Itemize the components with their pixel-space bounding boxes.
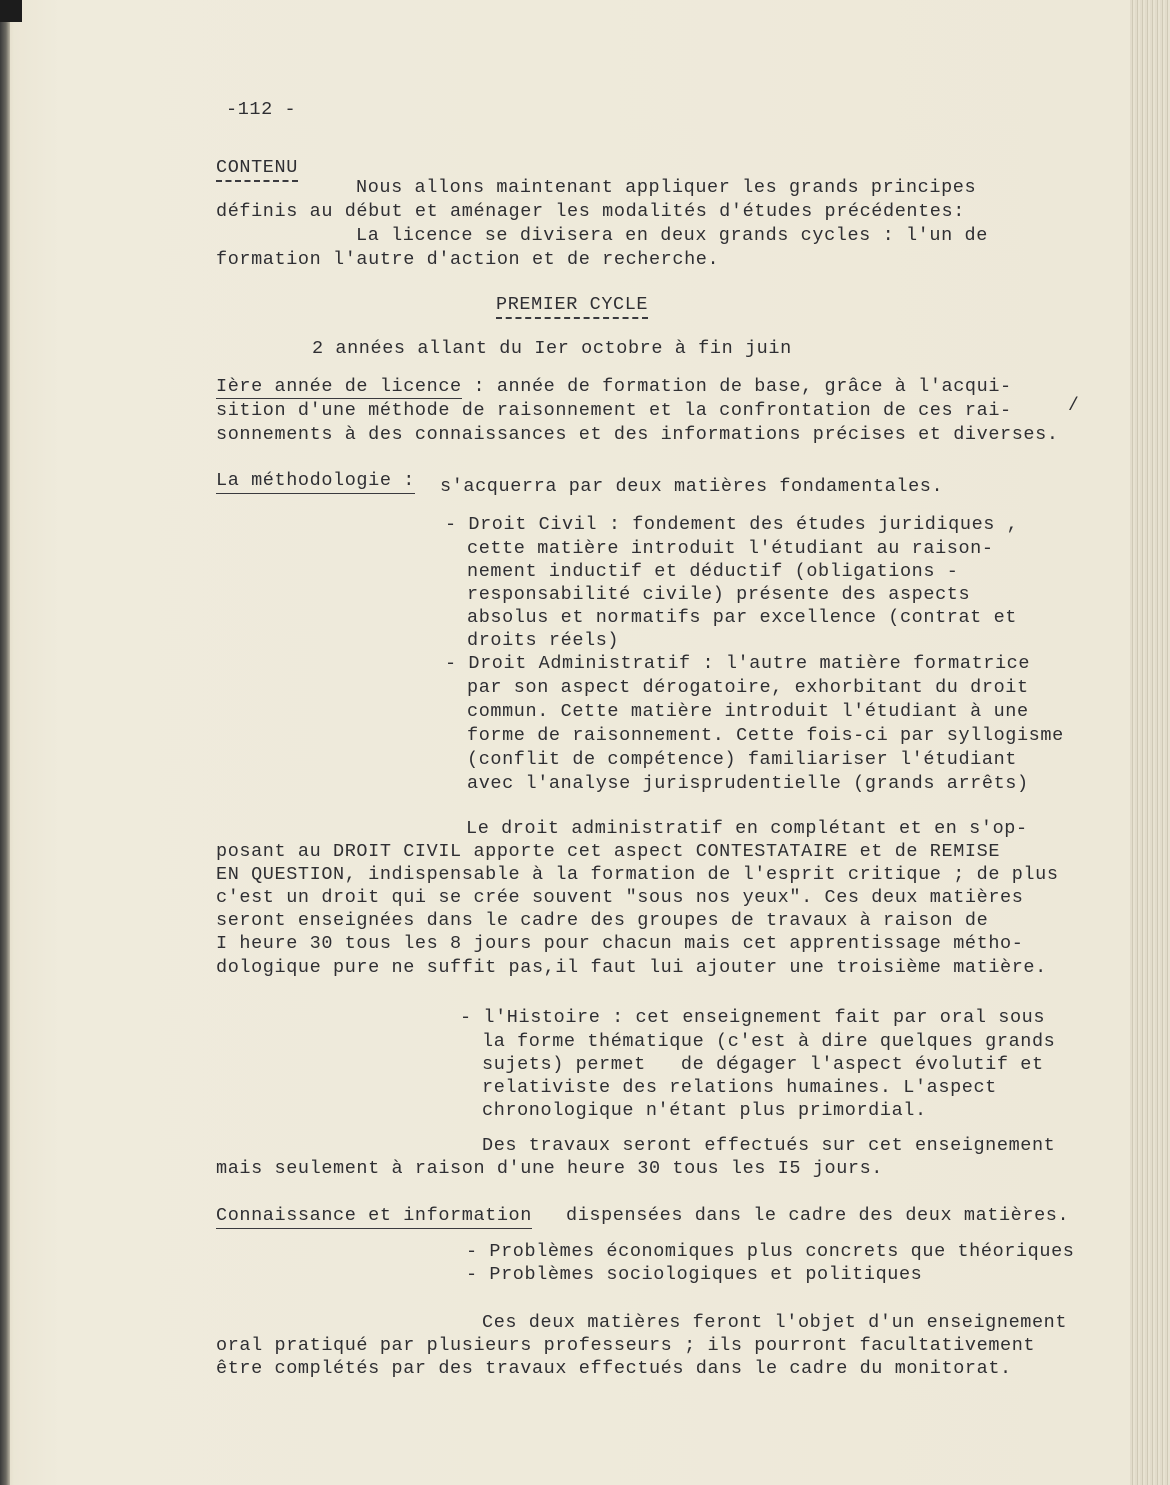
- duration-line: 2 années allant du Ier octobre à fin juin: [312, 338, 792, 359]
- intro-line-2: définis au début et aménager les modalités d'études précédentes:: [216, 201, 965, 222]
- histoire-line-2: la forme thématique (c'est à dire quelques grands: [482, 1031, 1056, 1052]
- droit-paragraph-line-7: dologique pure ne suffit pas,il faut lui ajouter une troisième matière.: [216, 957, 1047, 978]
- margin-mark: /: [1068, 396, 1079, 416]
- problemes-line-2: - Problèmes sociologiques et politiques: [466, 1264, 923, 1285]
- page-stack-edge: [1130, 0, 1170, 1485]
- methodology-text: s'acquerra par deux matières fondamentales.: [440, 476, 944, 497]
- droit-admin-line-1: - Droit Administratif : l'autre matière formatrice: [445, 653, 1031, 674]
- droit-admin-line-4: forme de raisonnement. Cette fois-ci par syllogisme: [467, 725, 1064, 746]
- first-year-text-1: : année de formation de base, grâce à l'acqui-: [461, 376, 1012, 397]
- final-line-1: Ces deux matières feront l'objet d'un enseignement: [482, 1312, 1068, 1333]
- droit-paragraph-line-6: I heure 30 tous les 8 jours pour chacun mais cet apprentissage métho-: [216, 933, 1024, 954]
- intro-line-3: La licence se divisera en deux grands cycles : l'un de: [356, 225, 988, 246]
- page-binding: [0, 0, 10, 1485]
- section-heading-premier-cycle: PREMIER CYCLE: [496, 294, 648, 319]
- droit-paragraph-line-4: c'est un droit qui se crée souvent "sous nos yeux". Ces deux matières: [216, 887, 1024, 908]
- droit-admin-line-2: par son aspect dérogatoire, exhorbitant du droit: [467, 677, 1029, 698]
- histoire-line-3: sujets) permet de dégager l'aspect évolutif et: [482, 1054, 1044, 1075]
- travaux-line-1: Des travaux seront effectués sur cet enseignement: [482, 1135, 1056, 1156]
- droit-civil-line-1: - Droit Civil : fondement des études juridiques ,: [445, 514, 1019, 535]
- first-year-label: Ière année de licence: [216, 376, 462, 397]
- page-corner-mark: [0, 0, 22, 22]
- final-line-2: oral pratiqué par plusieurs professeurs ; ils pourront facultativement: [216, 1335, 1036, 1356]
- travaux-line-2: mais seulement à raison d'une heure 30 tous les I5 jours.: [216, 1158, 884, 1179]
- droit-civil-line-6: droits réels): [467, 630, 620, 651]
- droit-civil-line-4: responsabilité civile) présente des aspects: [467, 584, 971, 605]
- connaissance-label: Connaissance et information: [216, 1205, 532, 1229]
- section-heading-contenu: CONTENU: [216, 157, 298, 182]
- droit-paragraph-line-3: EN QUESTION, indispensable à la formation de l'esprit critique ; de plus: [216, 864, 1059, 885]
- droit-civil-line-5: absolus et normatifs par excellence (contrat et: [467, 607, 1017, 628]
- droit-admin-line-3: commun. Cette matière introduit l'étudiant à une: [467, 701, 1029, 722]
- first-year-line-1: [216, 376, 1012, 398]
- final-line-3: être complétés par des travaux effectués dans le cadre du monitorat.: [216, 1358, 1012, 1379]
- page-number: -112 -: [226, 99, 297, 120]
- problemes-line-1: - Problèmes économiques plus concrets que théoriques: [466, 1241, 1075, 1262]
- intro-line-4: formation l'autre d'action et de recherche.: [216, 249, 720, 270]
- droit-admin-line-5: (conflit de compétence) familiariser l'étudiant: [467, 749, 1017, 770]
- methodology-label: La méthodologie :: [216, 470, 415, 494]
- droit-civil-line-2: cette matière introduit l'étudiant au raison-: [467, 538, 994, 559]
- intro-line-1: Nous allons maintenant appliquer les grands principes: [356, 177, 977, 198]
- first-year-line-3: sonnements à des connaissances et des informations précises et diverses.: [216, 424, 1059, 445]
- histoire-line-5: chronologique n'étant plus primordial.: [482, 1100, 927, 1121]
- histoire-line-4: relativiste des relations humaines. L'aspect: [482, 1077, 997, 1098]
- droit-paragraph-line-5: seront enseignées dans le cadre des groupes de travaux à raison de: [216, 910, 989, 931]
- droit-civil-line-3: nement inductif et déductif (obligations -: [467, 561, 959, 582]
- droit-admin-line-6: avec l'analyse jurisprudentielle (grands arrêts): [467, 773, 1029, 794]
- droit-paragraph-line-1: Le droit administratif en complétant et en s'op-: [466, 818, 1028, 839]
- histoire-line-1: - l'Histoire : cet enseignement fait par oral sous: [460, 1007, 1046, 1028]
- droit-paragraph-line-2: posant au DROIT CIVIL apporte cet aspect CONTESTATAIRE et de REMISE: [216, 841, 1001, 862]
- first-year-line-2: sition d'une méthode de raisonnement et la confrontation de ces rai-: [216, 400, 1012, 421]
- connaissance-text: dispensées dans le cadre des deux matières.: [566, 1205, 1070, 1226]
